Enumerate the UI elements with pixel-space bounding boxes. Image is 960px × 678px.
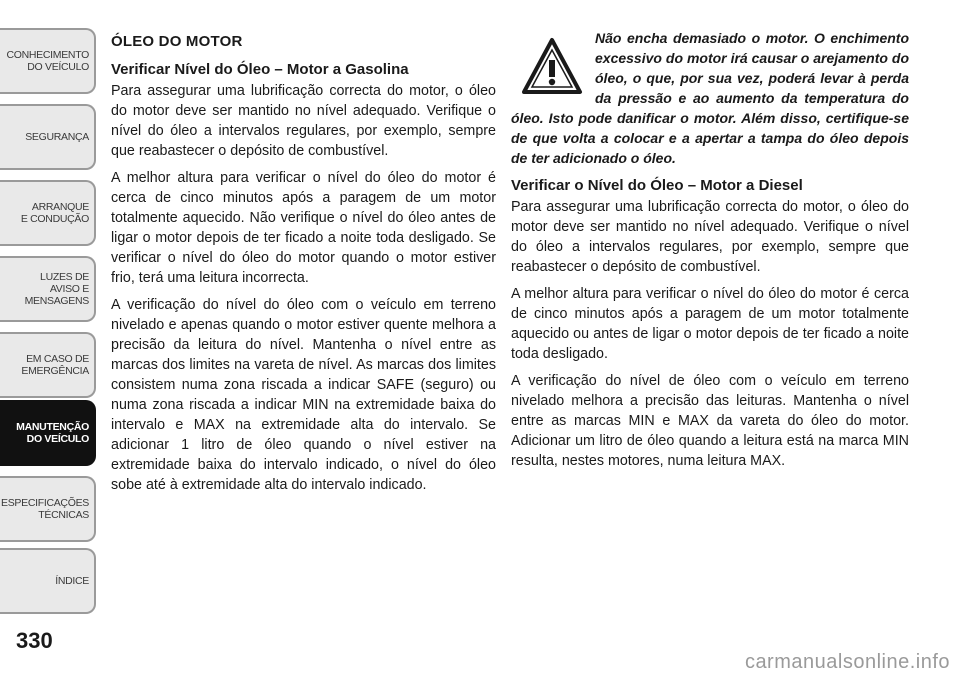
paragraph: A verificação do nível de óleo com o veículo em terreno nivelado melhora a precisão das leituras. Mantenha o nível entre as marcas MIN e MAX da vareta do óleo do motor. Adicionar um litro de óleo quando a leitura está na marca MIN resulta, nestes motores, numa leitura MAX. (511, 373, 909, 469)
paragraph: A melhor altura para verificar o nível do óleo do motor é cerca de cinco minutos após a paragem de um motor totalmente aquecido ou antes de ligar o motor depois de ter ficado a noite toda desligado. (511, 286, 909, 362)
tab-label: ARRANQUE E CONDUÇÃO (20, 201, 89, 225)
warning-triangle-icon (521, 36, 583, 98)
tab-label: ESPECIFICAÇÕES TÉCNICAS (1, 497, 89, 521)
tab-arranque-e-conducao[interactable] (0, 180, 96, 246)
tab-manutencao-do-veiculo[interactable] (0, 400, 96, 466)
right-column (511, 28, 909, 478)
tab-label: EM CASO DE EMERGÊNCIA (21, 353, 89, 377)
tab-label: MANUTENÇÃO DO VEÍCULO (16, 421, 89, 445)
left-column (111, 28, 496, 502)
subheading-gasoline: Verificar Nível do Óleo – Motor a Gasolina (111, 61, 409, 78)
paragraph: A melhor altura para verificar o nível do óleo do motor é cerca de cinco minutos após a paragem de um motor totalmente aquecido. Não verifique o nível do óleo antes de ligar o motor depois de ter ficado a noite toda desligado. Se verificar o nível do óleo do motor quando o motor estiver frio, terá uma leitura incorrecta. (111, 170, 496, 286)
subheading-diesel: Verificar o Nível do Óleo – Motor a Diesel (511, 177, 803, 194)
tab-label: ÍNDICE (55, 575, 89, 587)
section-title: ÓLEO DO MOTOR (111, 33, 243, 50)
tab-label: SEGURANÇA (25, 131, 89, 143)
tab-label: LUZES DE AVISO E MENSAGENS (24, 271, 89, 307)
tab-indice[interactable] (0, 548, 96, 614)
warning-block (511, 28, 909, 168)
tab-conhecimento-do-veiculo[interactable] (0, 28, 96, 94)
warning-text: Não encha demasiado o motor. O enchimento excessivo do motor irá causar o arejamento do óleo, o que, por sua vez, poderá levar à perda da pressão e ao aumento da temperatura do óleo. Isto pode danificar o motor. Além disso, certifique-se de que volta a colocar e a apertar a tampa do óleo depois de ter adicionado o óleo. (511, 30, 909, 166)
tab-em-caso-de-emergencia[interactable] (0, 332, 96, 398)
tab-especificacoes-tecnicas[interactable] (0, 476, 96, 542)
watermark: carmanualsonline.info (744, 651, 950, 673)
tab-seguranca[interactable] (0, 104, 96, 170)
paragraph: A verificação do nível do óleo com o veículo em terreno nivelado e apenas quando o motor estiver quente melhora a precisão da leitura do nível. Mantenha o nível entre as marcas dos limites na vareta de nível. As marcas dos limites consistem numa zona riscada a indicar SAFE (seguro) ou numa zona riscada a indicar MIN na extremidade baixa do intervalo e MAX na extremidade alta do intervalo. Se adicionar 1 litro de óleo quando o nível estiver na extremidade baixa do intervalo indicado, o nível do óleo sobe até à extremidade alta do intervalo indicado. (111, 297, 496, 493)
tab-label: CONHECIMENTO DO VEÍCULO (6, 49, 89, 73)
page-number: 330 (16, 628, 53, 653)
paragraph: Para assegurar uma lubrificação correcta do motor, o óleo do motor deve ser mantido no nível adequado. Verifique o nível do óleo a intervalos regulares, por exemplo, sempre que reabastecer o depósito de combustível. (111, 83, 496, 159)
paragraph: Para assegurar uma lubrificação correcta do motor, o óleo do motor deve ser mantido no nível adequado. Verifique o nível do óleo a intervalos regulares, por exemplo, sempre que reabastecer o depósito de combustível. (511, 199, 909, 275)
sidebar-nav (0, 0, 100, 620)
tab-luzes-de-aviso[interactable] (0, 256, 96, 322)
